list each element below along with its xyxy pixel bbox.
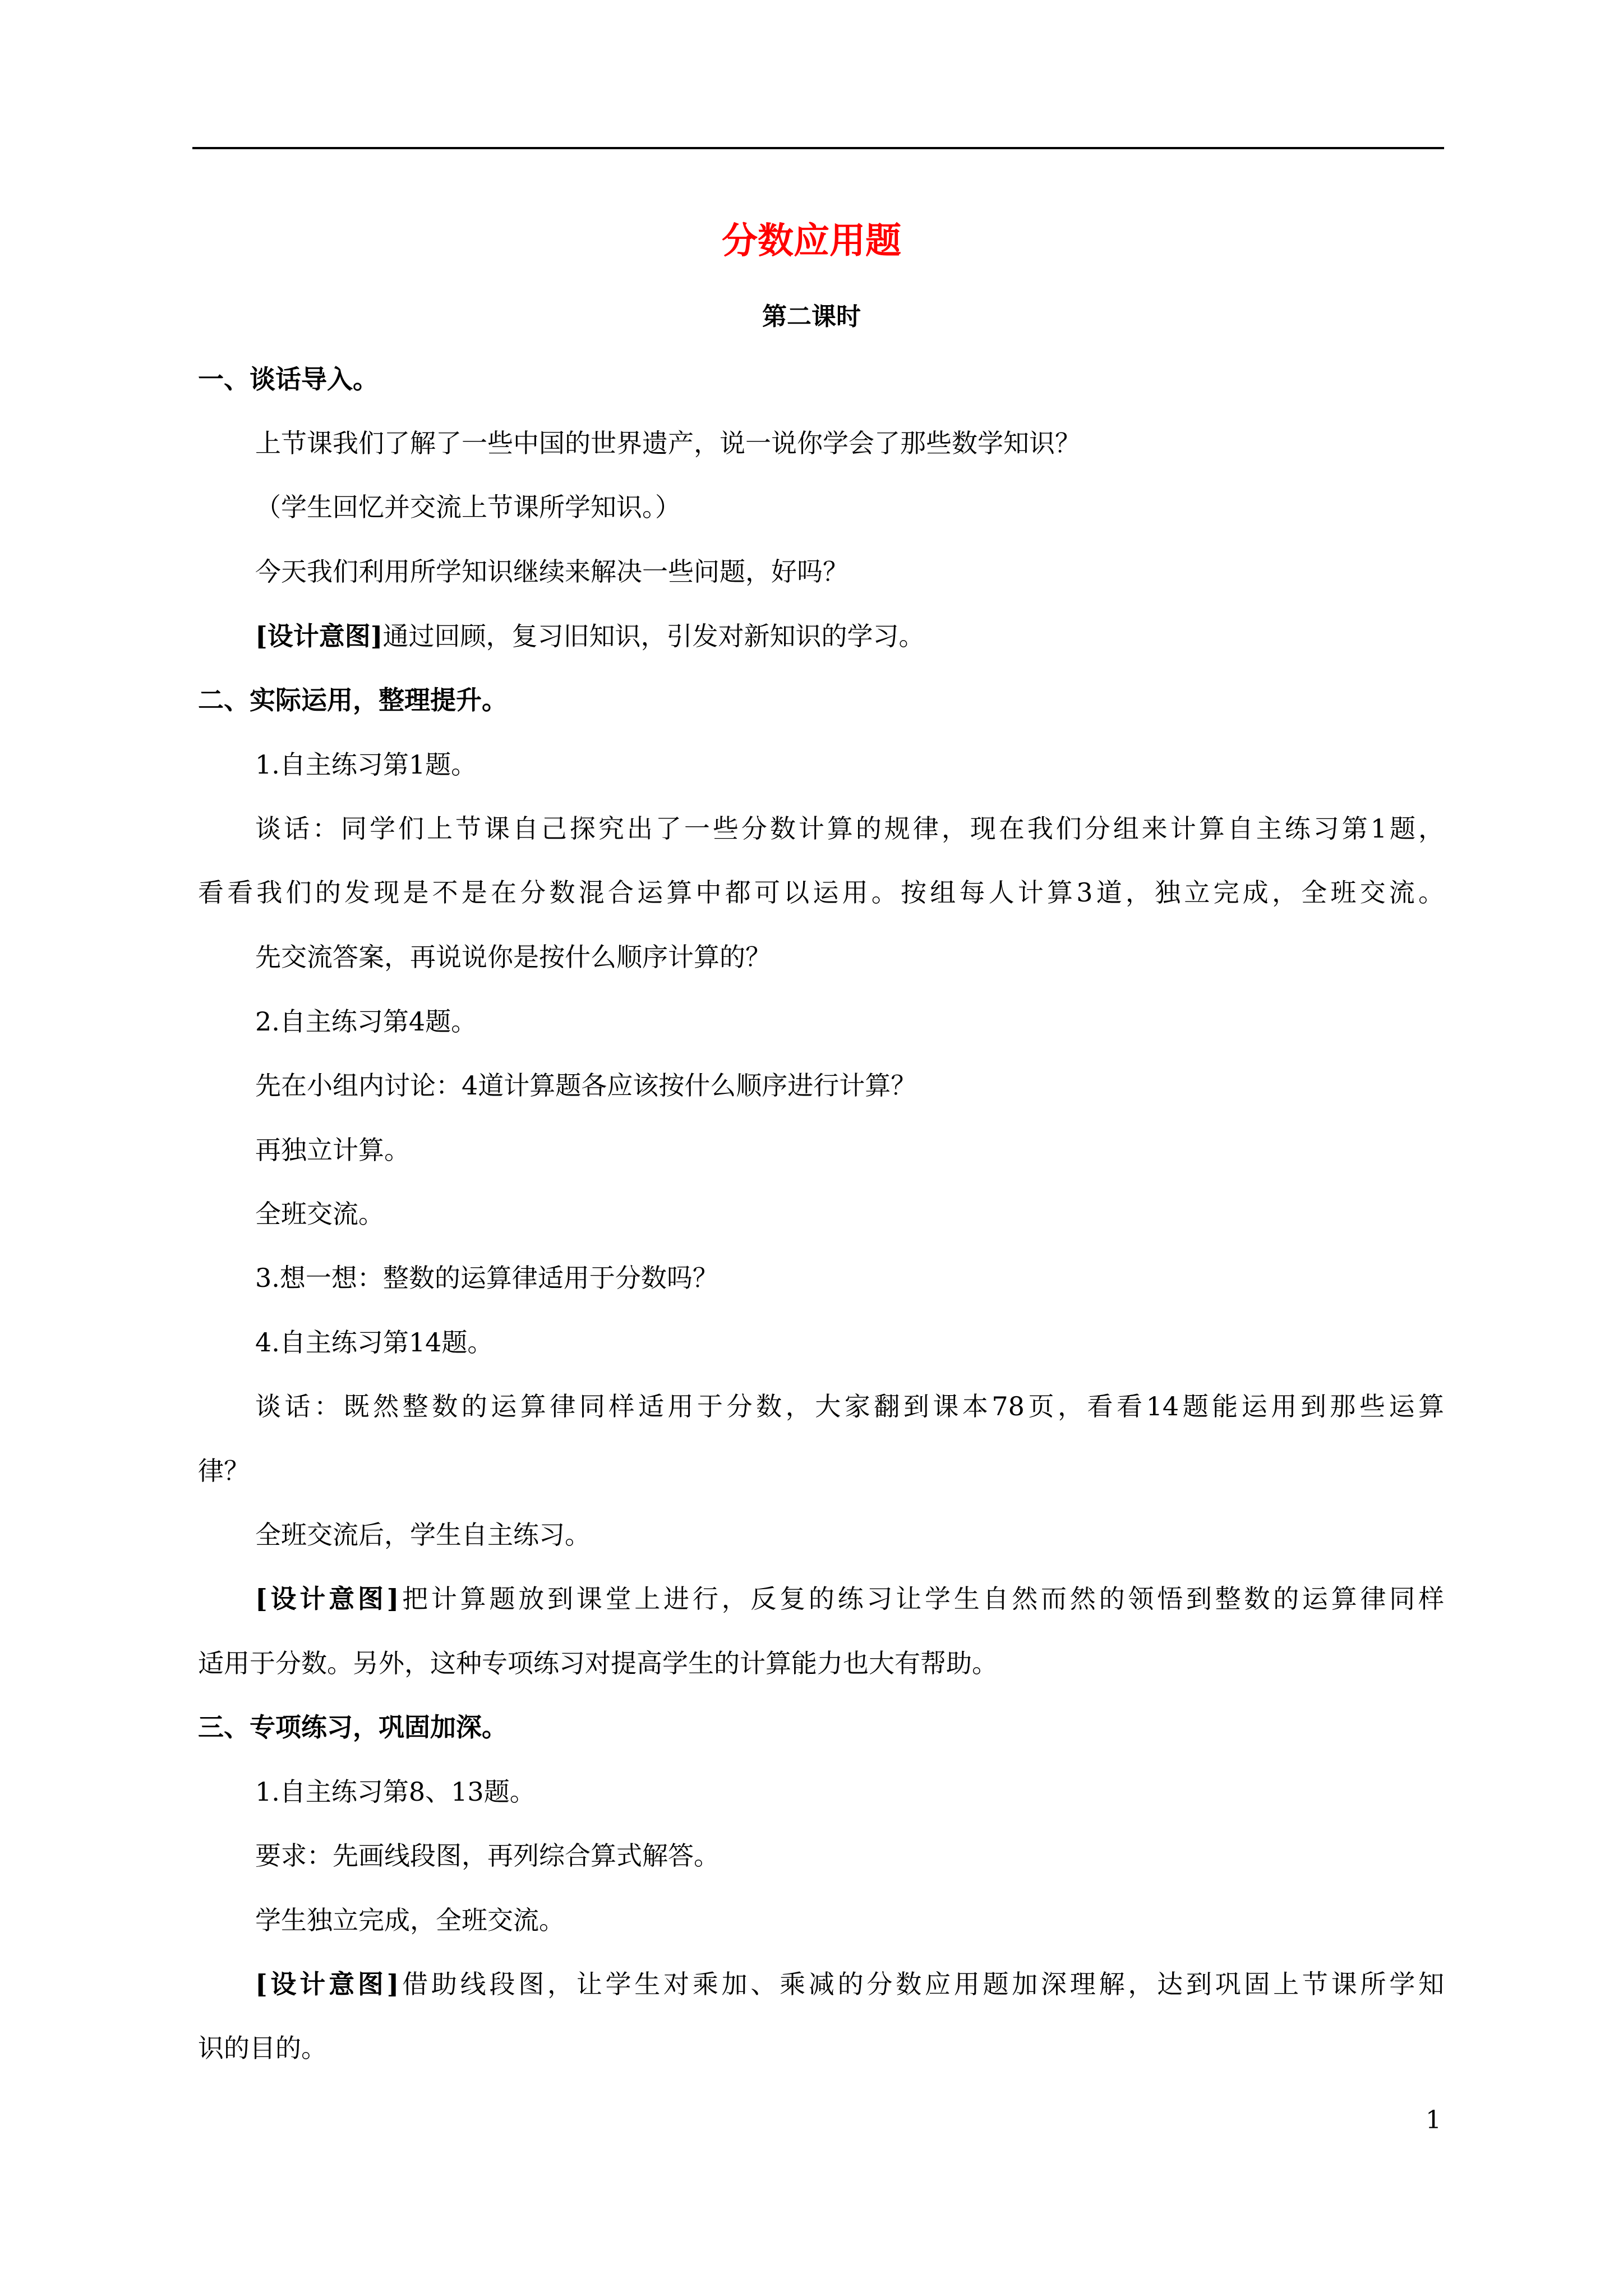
- section-heading-2: 二、实际运用，整理提升。: [198, 685, 508, 715]
- design-intent-text: 把计算题放到课堂上进行，反复的练习让学生自然而然的领悟到整数的运算律同样: [399, 1584, 1445, 1614]
- paragraph: 识的目的。: [198, 2033, 327, 2063]
- section-heading-3: 三、专项练习，巩固加深。: [198, 1712, 508, 1742]
- paragraph: 律？: [198, 1456, 250, 1486]
- design-intent-label: [设计意图]: [255, 1584, 399, 1614]
- paragraph: 适用于分数。另外，这种专项练习对提高学生的计算能力也大有帮助。: [198, 1648, 998, 1678]
- paragraph: 先交流答案，再说说你是按什么顺序计算的？: [255, 942, 771, 972]
- paragraph: 谈话：同学们上节课自己探究出了一些分数计算的规律，现在我们分组来计算自主练习第1题，: [255, 813, 1444, 844]
- paragraph: 全班交流后，学生自主练习。: [255, 1520, 591, 1550]
- paragraph: 谈话：既然整数的运算律同样适用于分数，大家翻到课本78页，看看14题能运用到那些运算: [255, 1391, 1444, 1421]
- paragraph: 今天我们利用所学知识继续来解决一些问题，好吗？: [255, 556, 849, 587]
- design-intent-paragraph: [255, 615, 1444, 657]
- design-intent-text: 借助线段图，让学生对乘加、乘减的分数应用题加深理解，达到巩固上节课所学知: [399, 1969, 1445, 1999]
- design-intent-paragraph: [255, 1963, 1444, 2005]
- exercise-item: 2.自主练习第4题。: [255, 1006, 477, 1037]
- paragraph: （学生回忆并交流上节课所学知识。）: [255, 492, 681, 522]
- paragraph: 要求：先画线段图，再列综合算式解答。: [255, 1841, 720, 1871]
- exercise-item: 3.想一想：整数的运算律适用于分数吗？: [255, 1263, 718, 1293]
- exercise-item: 1.自主练习第1题。: [255, 749, 477, 780]
- paragraph: 学生独立完成，全班交流。: [255, 1905, 565, 1935]
- paragraph: 先在小组内讨论：4道计算题各应该按什么顺序进行计算？: [255, 1070, 917, 1101]
- exercise-item: 1.自主练习第8、13题。: [255, 1777, 536, 1807]
- paragraph: 全班交流。: [255, 1199, 384, 1229]
- paragraph: 看看我们的发现是不是在分数混合运算中都可以运用。按组每人计算3道，独立完成，全班交流。: [198, 877, 1444, 908]
- design-intent-label: [设计意图]: [255, 1969, 399, 1999]
- design-intent-text: 通过回顾，复习旧知识，引发对新知识的学习。: [382, 621, 925, 651]
- design-intent-paragraph: [255, 1577, 1444, 1620]
- paragraph: 上节课我们了解了一些中国的世界遗产，说一说你学会了那些数学知识？: [255, 428, 1081, 458]
- document-title: 分数应用题: [722, 220, 901, 262]
- section-heading-1: 一、谈话导入。: [198, 364, 379, 394]
- lesson-subtitle: 第二课时: [762, 302, 861, 331]
- header-rule: [192, 147, 1444, 149]
- exercise-item: 4.自主练习第14题。: [255, 1327, 494, 1358]
- paragraph: 再独立计算。: [255, 1135, 410, 1165]
- page-number: 1: [1426, 2106, 1441, 2134]
- design-intent-label: [设计意图]: [255, 621, 383, 651]
